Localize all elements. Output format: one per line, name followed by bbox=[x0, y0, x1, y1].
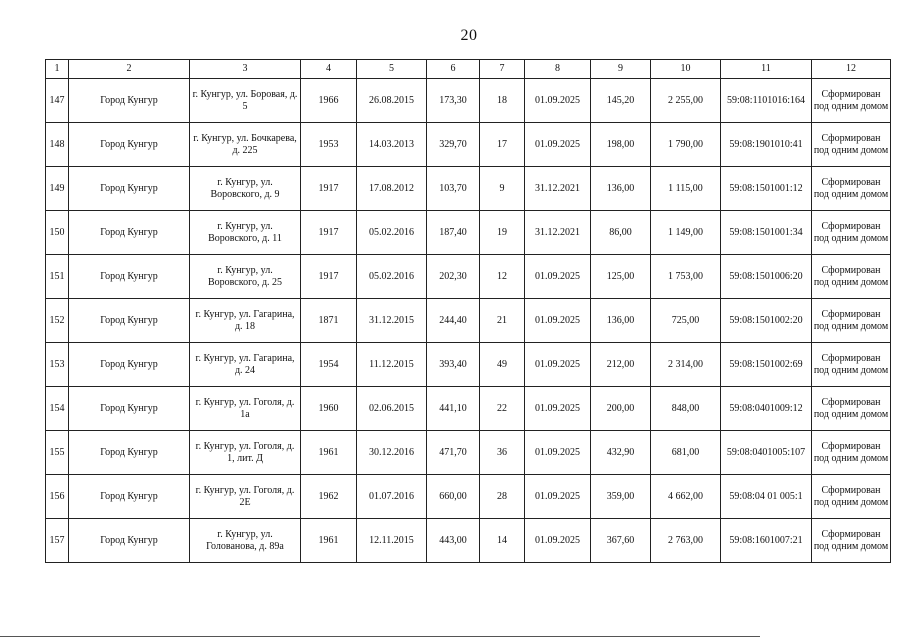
cadastral-number-cell: 59:08:0401009:12 bbox=[721, 387, 812, 431]
municipality-cell: Город Кунгур bbox=[69, 255, 190, 299]
residents-count-cell: 36 bbox=[480, 431, 525, 475]
cadastral-number-cell: 59:08:1501006:20 bbox=[721, 255, 812, 299]
land-status-cell: Сформирован под одним домом bbox=[812, 79, 891, 123]
column-header-9: 9 bbox=[591, 60, 651, 79]
residents-count-cell: 49 bbox=[480, 343, 525, 387]
plot-area-cell: 725,00 bbox=[651, 299, 721, 343]
year-built-cell: 1917 bbox=[301, 167, 357, 211]
address-cell: г. Кунгур, ул. Воровского, д. 9 bbox=[190, 167, 301, 211]
land-area-cell: 200,00 bbox=[591, 387, 651, 431]
plot-area-cell: 2 763,00 bbox=[651, 519, 721, 563]
municipality-cell: Город Кунгур bbox=[69, 475, 190, 519]
column-number-row bbox=[46, 60, 891, 79]
housing-registry-table bbox=[45, 59, 891, 563]
year-built-cell: 1962 bbox=[301, 475, 357, 519]
column-header-11: 11 bbox=[721, 60, 812, 79]
table-row bbox=[46, 519, 891, 563]
cadastral-number-cell: 59:08:0401005:107 bbox=[721, 431, 812, 475]
plot-area-cell: 1 753,00 bbox=[651, 255, 721, 299]
area-cell: 443,00 bbox=[427, 519, 480, 563]
residents-count-cell: 28 bbox=[480, 475, 525, 519]
cadastral-number-cell: 59:08:1901010:41 bbox=[721, 123, 812, 167]
land-area-cell: 136,00 bbox=[591, 299, 651, 343]
table-row bbox=[46, 255, 891, 299]
resettlement-date-cell: 01.09.2025 bbox=[525, 519, 591, 563]
residents-count-cell: 19 bbox=[480, 211, 525, 255]
area-cell: 202,30 bbox=[427, 255, 480, 299]
table-row bbox=[46, 387, 891, 431]
row-number-cell: 150 bbox=[46, 211, 69, 255]
table-row bbox=[46, 431, 891, 475]
address-cell: г. Кунгур, ул. Гоголя, д. 1, лит. Д bbox=[190, 431, 301, 475]
page-number: 20 bbox=[460, 27, 478, 44]
scan-edge-line bbox=[0, 636, 760, 637]
table-row bbox=[46, 79, 891, 123]
land-area-cell: 432,90 bbox=[591, 431, 651, 475]
plot-area-cell: 681,00 bbox=[651, 431, 721, 475]
row-number-cell: 155 bbox=[46, 431, 69, 475]
table-body bbox=[46, 79, 891, 563]
column-header-6: 6 bbox=[427, 60, 480, 79]
year-built-cell: 1871 bbox=[301, 299, 357, 343]
resettlement-date-cell: 01.09.2025 bbox=[525, 255, 591, 299]
column-header-7: 7 bbox=[480, 60, 525, 79]
cadastral-number-cell: 59:08:04 01 005:1 bbox=[721, 475, 812, 519]
date-cell: 12.11.2015 bbox=[357, 519, 427, 563]
resettlement-date-cell: 01.09.2025 bbox=[525, 123, 591, 167]
column-header-2: 2 bbox=[69, 60, 190, 79]
plot-area-cell: 1 149,00 bbox=[651, 211, 721, 255]
land-area-cell: 86,00 bbox=[591, 211, 651, 255]
plot-area-cell: 1 790,00 bbox=[651, 123, 721, 167]
area-cell: 103,70 bbox=[427, 167, 480, 211]
plot-area-cell: 1 115,00 bbox=[651, 167, 721, 211]
municipality-cell: Город Кунгур bbox=[69, 519, 190, 563]
resettlement-date-cell: 01.09.2025 bbox=[525, 343, 591, 387]
column-header-8: 8 bbox=[525, 60, 591, 79]
land-area-cell: 136,00 bbox=[591, 167, 651, 211]
municipality-cell: Город Кунгур bbox=[69, 79, 190, 123]
row-number-cell: 148 bbox=[46, 123, 69, 167]
area-cell: 441,10 bbox=[427, 387, 480, 431]
municipality-cell: Город Кунгур bbox=[69, 299, 190, 343]
table-row bbox=[46, 211, 891, 255]
resettlement-date-cell: 01.09.2025 bbox=[525, 387, 591, 431]
land-status-cell: Сформирован под одним домом bbox=[812, 167, 891, 211]
date-cell: 05.02.2016 bbox=[357, 255, 427, 299]
year-built-cell: 1917 bbox=[301, 211, 357, 255]
plot-area-cell: 848,00 bbox=[651, 387, 721, 431]
date-cell: 26.08.2015 bbox=[357, 79, 427, 123]
row-number-cell: 149 bbox=[46, 167, 69, 211]
cadastral-number-cell: 59:08:1501002:69 bbox=[721, 343, 812, 387]
cadastral-number-cell: 59:08:1101016:164 bbox=[721, 79, 812, 123]
year-built-cell: 1961 bbox=[301, 431, 357, 475]
column-header-12: 12 bbox=[812, 60, 891, 79]
address-cell: г. Кунгур, ул. Боровая, д. 5 bbox=[190, 79, 301, 123]
table-row bbox=[46, 299, 891, 343]
land-status-cell: Сформирован под одним домом bbox=[812, 211, 891, 255]
area-cell: 187,40 bbox=[427, 211, 480, 255]
date-cell: 30.12.2016 bbox=[357, 431, 427, 475]
column-header-10: 10 bbox=[651, 60, 721, 79]
date-cell: 17.08.2012 bbox=[357, 167, 427, 211]
plot-area-cell: 4 662,00 bbox=[651, 475, 721, 519]
column-header-5: 5 bbox=[357, 60, 427, 79]
date-cell: 01.07.2016 bbox=[357, 475, 427, 519]
area-cell: 660,00 bbox=[427, 475, 480, 519]
residents-count-cell: 22 bbox=[480, 387, 525, 431]
land-status-cell: Сформирован под одним домом bbox=[812, 431, 891, 475]
residents-count-cell: 14 bbox=[480, 519, 525, 563]
residents-count-cell: 12 bbox=[480, 255, 525, 299]
table-row bbox=[46, 475, 891, 519]
residents-count-cell: 17 bbox=[480, 123, 525, 167]
row-number-cell: 152 bbox=[46, 299, 69, 343]
row-number-cell: 154 bbox=[46, 387, 69, 431]
address-cell: г. Кунгур, ул. Воровского, д. 11 bbox=[190, 211, 301, 255]
row-number-cell: 153 bbox=[46, 343, 69, 387]
row-number-cell: 156 bbox=[46, 475, 69, 519]
residents-count-cell: 21 bbox=[480, 299, 525, 343]
address-cell: г. Кунгур, ул. Воровского, д. 25 bbox=[190, 255, 301, 299]
area-cell: 244,40 bbox=[427, 299, 480, 343]
date-cell: 11.12.2015 bbox=[357, 343, 427, 387]
resettlement-date-cell: 01.09.2025 bbox=[525, 475, 591, 519]
date-cell: 05.02.2016 bbox=[357, 211, 427, 255]
cadastral-number-cell: 59:08:1501001:12 bbox=[721, 167, 812, 211]
address-cell: г. Кунгур, ул. Бочкарева, д. 225 bbox=[190, 123, 301, 167]
row-number-cell: 157 bbox=[46, 519, 69, 563]
address-cell: г. Кунгур, ул. Гагарина, д. 18 bbox=[190, 299, 301, 343]
column-header-1: 1 bbox=[46, 60, 69, 79]
land-status-cell: Сформирован под одним домом bbox=[812, 475, 891, 519]
table-row bbox=[46, 167, 891, 211]
land-area-cell: 198,00 bbox=[591, 123, 651, 167]
land-status-cell: Сформирован под одним домом bbox=[812, 387, 891, 431]
land-status-cell: Сформирован под одним домом bbox=[812, 343, 891, 387]
land-area-cell: 359,00 bbox=[591, 475, 651, 519]
residents-count-cell: 9 bbox=[480, 167, 525, 211]
date-cell: 02.06.2015 bbox=[357, 387, 427, 431]
address-cell: г. Кунгур, ул. Гоголя, д. 2Е bbox=[190, 475, 301, 519]
year-built-cell: 1961 bbox=[301, 519, 357, 563]
row-number-cell: 147 bbox=[46, 79, 69, 123]
address-cell: г. Кунгур, ул. Голованова, д. 89а bbox=[190, 519, 301, 563]
land-status-cell: Сформирован под одним домом bbox=[812, 519, 891, 563]
plot-area-cell: 2 314,00 bbox=[651, 343, 721, 387]
municipality-cell: Город Кунгур bbox=[69, 431, 190, 475]
year-built-cell: 1917 bbox=[301, 255, 357, 299]
land-status-cell: Сформирован под одним домом bbox=[812, 299, 891, 343]
municipality-cell: Город Кунгур bbox=[69, 167, 190, 211]
column-header-3: 3 bbox=[190, 60, 301, 79]
municipality-cell: Город Кунгур bbox=[69, 211, 190, 255]
year-built-cell: 1954 bbox=[301, 343, 357, 387]
plot-area-cell: 2 255,00 bbox=[651, 79, 721, 123]
land-area-cell: 212,00 bbox=[591, 343, 651, 387]
cadastral-number-cell: 59:08:1501001:34 bbox=[721, 211, 812, 255]
resettlement-date-cell: 31.12.2021 bbox=[525, 211, 591, 255]
year-built-cell: 1960 bbox=[301, 387, 357, 431]
column-header-4: 4 bbox=[301, 60, 357, 79]
resettlement-date-cell: 01.09.2025 bbox=[525, 299, 591, 343]
resettlement-date-cell: 01.09.2025 bbox=[525, 431, 591, 475]
land-status-cell: Сформирован под одним домом bbox=[812, 123, 891, 167]
address-cell: г. Кунгур, ул. Гагарина, д. 24 bbox=[190, 343, 301, 387]
municipality-cell: Город Кунгур bbox=[69, 123, 190, 167]
land-area-cell: 367,60 bbox=[591, 519, 651, 563]
table-row bbox=[46, 123, 891, 167]
year-built-cell: 1966 bbox=[301, 79, 357, 123]
municipality-cell: Город Кунгур bbox=[69, 343, 190, 387]
land-area-cell: 125,00 bbox=[591, 255, 651, 299]
row-number-cell: 151 bbox=[46, 255, 69, 299]
table-row bbox=[46, 343, 891, 387]
area-cell: 173,30 bbox=[427, 79, 480, 123]
address-cell: г. Кунгур, ул. Гоголя, д. 1а bbox=[190, 387, 301, 431]
date-cell: 31.12.2015 bbox=[357, 299, 427, 343]
area-cell: 329,70 bbox=[427, 123, 480, 167]
resettlement-date-cell: 01.09.2025 bbox=[525, 79, 591, 123]
date-cell: 14.03.2013 bbox=[357, 123, 427, 167]
year-built-cell: 1953 bbox=[301, 123, 357, 167]
resettlement-date-cell: 31.12.2021 bbox=[525, 167, 591, 211]
cadastral-number-cell: 59:08:1501002:20 bbox=[721, 299, 812, 343]
residents-count-cell: 18 bbox=[480, 79, 525, 123]
land-status-cell: Сформирован под одним домом bbox=[812, 255, 891, 299]
cadastral-number-cell: 59:08:1601007:21 bbox=[721, 519, 812, 563]
land-area-cell: 145,20 bbox=[591, 79, 651, 123]
municipality-cell: Город Кунгур bbox=[69, 387, 190, 431]
area-cell: 471,70 bbox=[427, 431, 480, 475]
area-cell: 393,40 bbox=[427, 343, 480, 387]
